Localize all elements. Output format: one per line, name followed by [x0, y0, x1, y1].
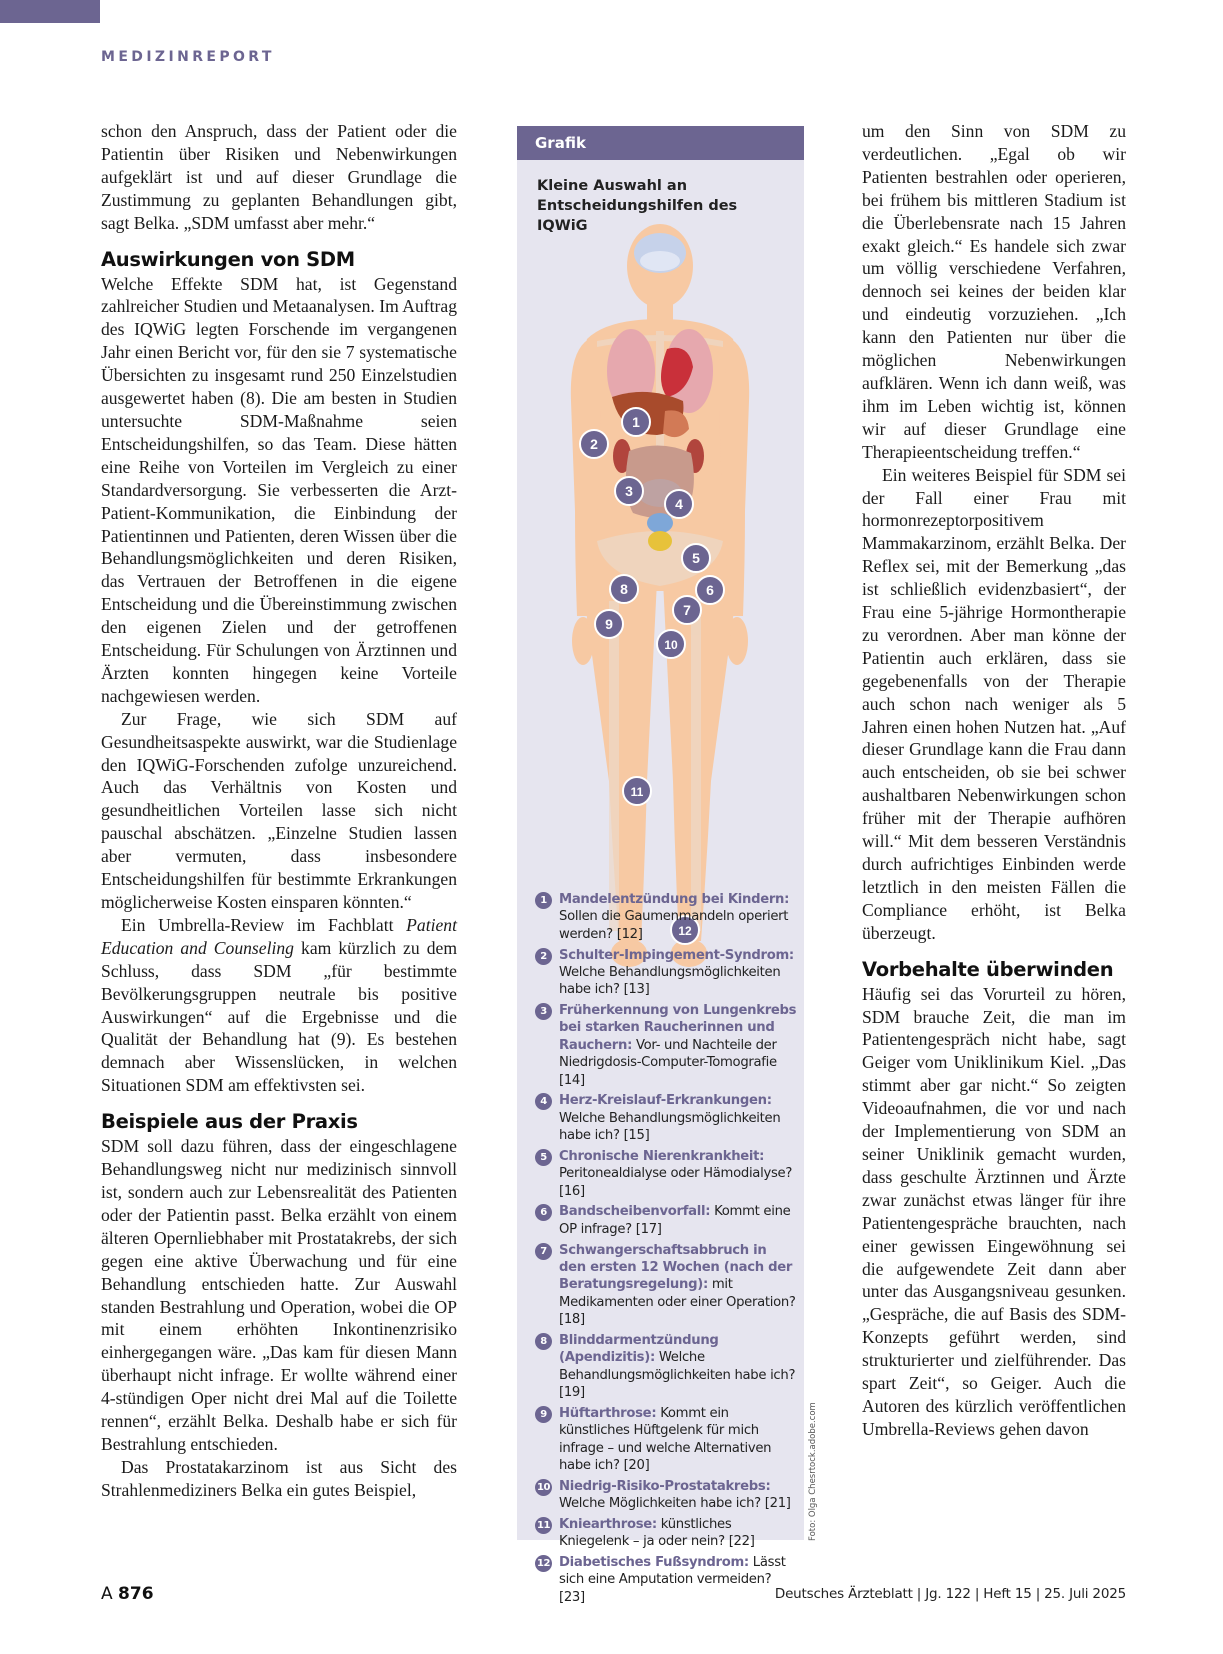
journal-name: Patient Education and Counseling	[101, 914, 457, 958]
svg-text:12: 12	[678, 924, 692, 938]
svg-text:3: 3	[625, 483, 633, 499]
svg-text:6: 6	[706, 582, 714, 598]
marker-8	[610, 575, 638, 603]
marker-2	[580, 430, 608, 458]
legend-item	[535, 1002, 797, 1089]
article-column-left	[101, 120, 457, 1502]
legend-condition: Schulter-Impingement-Syndrom:	[559, 947, 794, 963]
paragraph: Häufig sei das Vorurteil zu hören, SDM brauche Zeit, die man im Patientengespräch nicht habe, sagt Geiger vom Uniklinikum Kiel. „Das stimmt aber gar nicht.“ So zeigten Videoaufnahmen, die vor und nach der Implementierung von SDM an seiner Uniklinik gemacht wurden, dass geschulte Ärztinnen und Ärzte zwar zunächst etwas länger für ihre Patientengespräche brauchten, nach einer gewissen Eingewöhnung sei die aufgewendete Zeit dann aber unter das Ausgangsniveau gesunken. „Gespräche, die auf Basis des SDM-Konzepts geführt werden, sind strukturierter und zielführender. Das spart Zeit“, so Geiger. Auch die Autoren des kürzlich veröffentlichen Umbrella-Reviews gehen davon	[862, 983, 1126, 1439]
legend-number: 3	[535, 1003, 552, 1020]
page-number	[101, 1584, 154, 1604]
legend-number: 5	[535, 1149, 552, 1166]
legend-item	[535, 1478, 797, 1513]
legend-number: 12	[535, 1555, 552, 1572]
marker-5	[682, 544, 710, 572]
grafik-header: Grafik	[517, 126, 804, 160]
paragraph: Welche Effekte SDM hat, ist Gegenstand zahlreicher Studien und Metaanalysen. Im Auftrag des IQWiG legten Forschende im vergangenen Jahr einen Bericht vor, für den sie 7 systematische Übersichten zu insgesamt rund 250 Einzelstudien ausgewertet haben (8). Die am besten in Studien untersuchte SDM-Maßnahme seien Entscheidungshilfen, so das Team. Diese hätten eine Reihe von Vorteilen im Vergleich zu einer Standardversorgung. Sie verbesserten die Arzt-Patient-Kommunikation, die Einbindung der Patientinnen und Patienten, deren Wissen über die Behandlungsmöglichkeiten und deren Risiken, das Vertrauen der Betroffenen in die eigene Entscheidung und die Übereinstimmung zwischen den eigenen Zielen und der getroffenen Entscheidung. Für Schulungen von Ärztinnen und Ärzten konnten hingegen keine Vorteile nachgewiesen werden.	[101, 273, 457, 706]
legend-text: Welche Behandlungsmöglichkeiten habe ich? [19]	[559, 1350, 796, 1401]
photo-credit: Foto: Olga Chesrtock.adobe.com	[808, 1402, 818, 1541]
legend-number: 8	[535, 1333, 552, 1350]
legend-item	[535, 891, 797, 943]
svg-text:4: 4	[675, 496, 683, 512]
text-run: Ein Umbrella-Review im Fachblatt	[121, 914, 407, 935]
legend-condition: Niedrig-Risiko-Prostatakrebs:	[559, 1478, 771, 1494]
svg-text:2: 2	[590, 436, 598, 452]
legend-condition: Mandelentzündung bei Kindern:	[559, 892, 790, 907]
grafik-legend	[535, 891, 797, 1609]
legend-number: 2	[535, 948, 552, 965]
legend-text: Vor- und Nachteile der Niedrigdosis-Computer-Tomografie [14]	[559, 1037, 777, 1088]
page-number-value: 876	[118, 1584, 154, 1604]
paragraph: um den Sinn von SDM zu verdeutlichen. „Egal ob wir Patienten bestrahlen oder operieren, bei frühem bis mittleren Stadium ist die Überlebensrate nach 15 Jahren exakt gleich.“ Es handele sich zwar um völlig verschiedene Verfahren, dennoch sei keines der beiden klar und eindeutig vorzuziehen. „Ich kann den Patienten nur über die möglichen Nebenwirkungen aufklären. Wenn ich dann weiß, was ihm im Leben wichtig ist, können wir auf dieser Grundlage eine Therapieentscheidung treffen.“	[862, 121, 1126, 462]
paragraph	[101, 914, 457, 1097]
svg-text:11: 11	[630, 785, 644, 799]
legend-text: Welche Behandlungsmöglichkeiten habe ich? [13]	[559, 964, 781, 998]
legend-item	[535, 1203, 797, 1238]
paragraph: Ein weiteres Beispiel für SDM sei der Fall einer Frau mit hormonrezeptorpositivem Mammakarzinom, erzählt Belka. Der Reflex sei, mit der Bemerkung „das ist schließlich evidenzbasiert“, der Frau eine 5-jährige Hormontherapie zu verordnen. Aber man könne der Patientin auch erklären, dass sie gegebenenfalls von der Therapie auch schon nach weniger als 5 Jahren einen hohen Nutzen hat. „Auf dieser Grundlage kann die Frau dann auch entscheiden, ob sie bei schwer aushaltbaren Nebenwirkungen schon früher mit der Therapie aufhören will.“ Mit dem besseren Verständnis durch aufrichtiges Einbinden werde letztlich in den meisten Fällen die Compliance erhöht, ist Belka überzeugt.	[862, 464, 1126, 943]
journal-citation: Deutsches Ärzteblatt | Jg. 122 | Heft 15 | 25. Juli 2025	[774, 1586, 1126, 1602]
legend-condition: Hüftarthrose:	[559, 1405, 657, 1421]
paragraph: Zur Frage, wie sich SDM auf Gesundheitsaspekte auswirkt, war die Studienlage den IQWiG-Forschenden zufolge unzureichend. Auch das Verhältnis von Kosten und gesundheitlichen Vorteilen lasse sich nicht pauschal abschätzen. „Einzelne Studien lassen aber vermuten, dass insbesondere Entscheidungshilfen für bestimmte Erkrankungen möglicherweise Kosten einsparen könnten.“	[101, 708, 457, 912]
legend-number: 7	[535, 1243, 552, 1260]
page-prefix: A	[101, 1584, 113, 1604]
marker-3	[615, 477, 643, 505]
legend-text: Kommt ein künstliches Hüftgelenk für mich infrage – und welche Alternativen habe ich? [20]	[559, 1405, 772, 1473]
legend-item	[535, 1516, 797, 1551]
legend-text: künstliches Kniegelenk – ja oder nein? [22]	[559, 1516, 755, 1550]
svg-text:7: 7	[683, 602, 691, 618]
legend-item	[535, 1332, 797, 1402]
svg-text:10: 10	[664, 638, 678, 652]
legend-condition: Herz-Kreislauf-Erkrankungen:	[559, 1093, 772, 1109]
svg-text:9: 9	[605, 616, 613, 632]
legend-number: 11	[535, 1517, 552, 1534]
legend-condition: Früherkennung von Lungenkrebs bei starken Raucherinnen und Rauchern:	[559, 1003, 797, 1053]
legend-item	[535, 1148, 797, 1200]
marker-9	[595, 610, 623, 638]
legend-number: 10	[535, 1479, 552, 1496]
legend-number: 1	[535, 892, 552, 909]
paragraph: SDM soll dazu führen, dass der eingeschlagene Behandlungsweg nicht nur medizinisch sinnvoll ist, sondern auch zur Lebensrealität des Patienten oder der Patientin passt. Belka erzählt von einem älteren Opernliebhaber mit Prostatakrebs, der sich gegen eine aktive Überwachung und für eine Behandlung entschieden hatte. Zur Auswahl standen Bestrahlung und Operation, wobei die OP mit einem erhöhten Inkontinenzrisiko einhergegangen wäre. „Das kam für diesen Mann überhaupt nicht infrage. Er wollte während einer 4-stündigen Oper nicht drei Mal auf die Toilette rennen“, erzählt Belka. Deshalb habe er sich für Bestrahlung entschieden.	[101, 1136, 457, 1454]
legend-condition: Bandscheibenvorfall:	[559, 1204, 711, 1220]
paragraph: schon den Anspruch, dass der Patient oder die Patientin über Risiken und Nebenwirkungen aufgeklärt ist und auf dieser Grundlage die Zustimmung zu geplanten Behandlungen gibt, sagt Belka. „SDM umfasst aber mehr.“	[101, 121, 457, 233]
marker-6	[696, 576, 724, 604]
section-label: MEDIZINREPORT	[101, 49, 275, 65]
legend-condition: Diabetisches Fußsyndrom:	[559, 1554, 749, 1570]
text-run: kam kürzlich zu dem Schluss, dass SDM „für bestimmte Bevölkerungsgruppen neutrale bis positive Auswirkungen“ auf die Ergebnisse und die Qualität der Behandlung hat (9). Es bestehen demnach aber Wissenslücken, in welchen Situationen SDM am effektivsten sei.	[101, 937, 457, 1096]
subheading: Beispiele aus der Praxis	[101, 1110, 358, 1134]
svg-text:1: 1	[632, 414, 640, 430]
legend-text: mit Medikamenten oder einer Operation? [18]	[559, 1277, 796, 1328]
marker-10	[657, 630, 685, 658]
legend-item	[535, 1405, 797, 1475]
legend-number: 4	[535, 1093, 552, 1110]
article-column-right	[862, 120, 1126, 1441]
legend-text: Lässt sich eine Amputation vermeiden? [23]	[559, 1554, 786, 1605]
legend-text: Peritonealdialyse oder Hämodialyse? [16]	[559, 1166, 793, 1199]
legend-item	[535, 1092, 797, 1144]
legend-number: 9	[535, 1406, 552, 1423]
grafik-title: Kleine Auswahl an Entscheidungshilfen des IQWiG	[537, 178, 738, 234]
legend-text: Sollen die Gaumenmandeln operiert werden? [12]	[559, 909, 789, 942]
legend-text: Kommt eine OP infrage? [17]	[559, 1204, 791, 1237]
legend-condition: Blinddarmentzündung (Apendizitis):	[559, 1332, 719, 1366]
grafik-panel	[517, 126, 804, 1605]
legend-condition: Kniearthrose:	[559, 1516, 657, 1532]
marker-11	[623, 777, 651, 805]
legend-condition: Schwangerschaftsabbruch in den ersten 12 Wochen (nach der Beratungsregelung):	[559, 1242, 793, 1293]
marker-1	[622, 408, 650, 436]
marker-7	[673, 596, 701, 624]
marker-4	[665, 490, 693, 518]
svg-text:8: 8	[620, 581, 628, 597]
paragraph: Das Prostatakarzinom ist aus Sicht des Strahlenmediziners Belka ein gutes Beispiel,	[101, 1456, 457, 1500]
subheading: Auswirkungen von SDM	[101, 247, 355, 271]
legend-condition: Chronische Nierenkrankheit:	[559, 1148, 765, 1164]
legend-item	[535, 947, 797, 999]
legend-text: Welche Möglichkeiten habe ich? [21]	[559, 1496, 791, 1512]
legend-number: 6	[535, 1204, 552, 1221]
svg-text:5: 5	[692, 550, 700, 566]
subheading: Vorbehalte überwinden	[862, 957, 1114, 981]
corner-accent-bar	[0, 0, 100, 23]
body-illustration	[517, 221, 804, 1001]
legend-text: Welche Behandlungsmöglichkeiten habe ich? [15]	[559, 1110, 781, 1144]
legend-item	[535, 1242, 797, 1329]
